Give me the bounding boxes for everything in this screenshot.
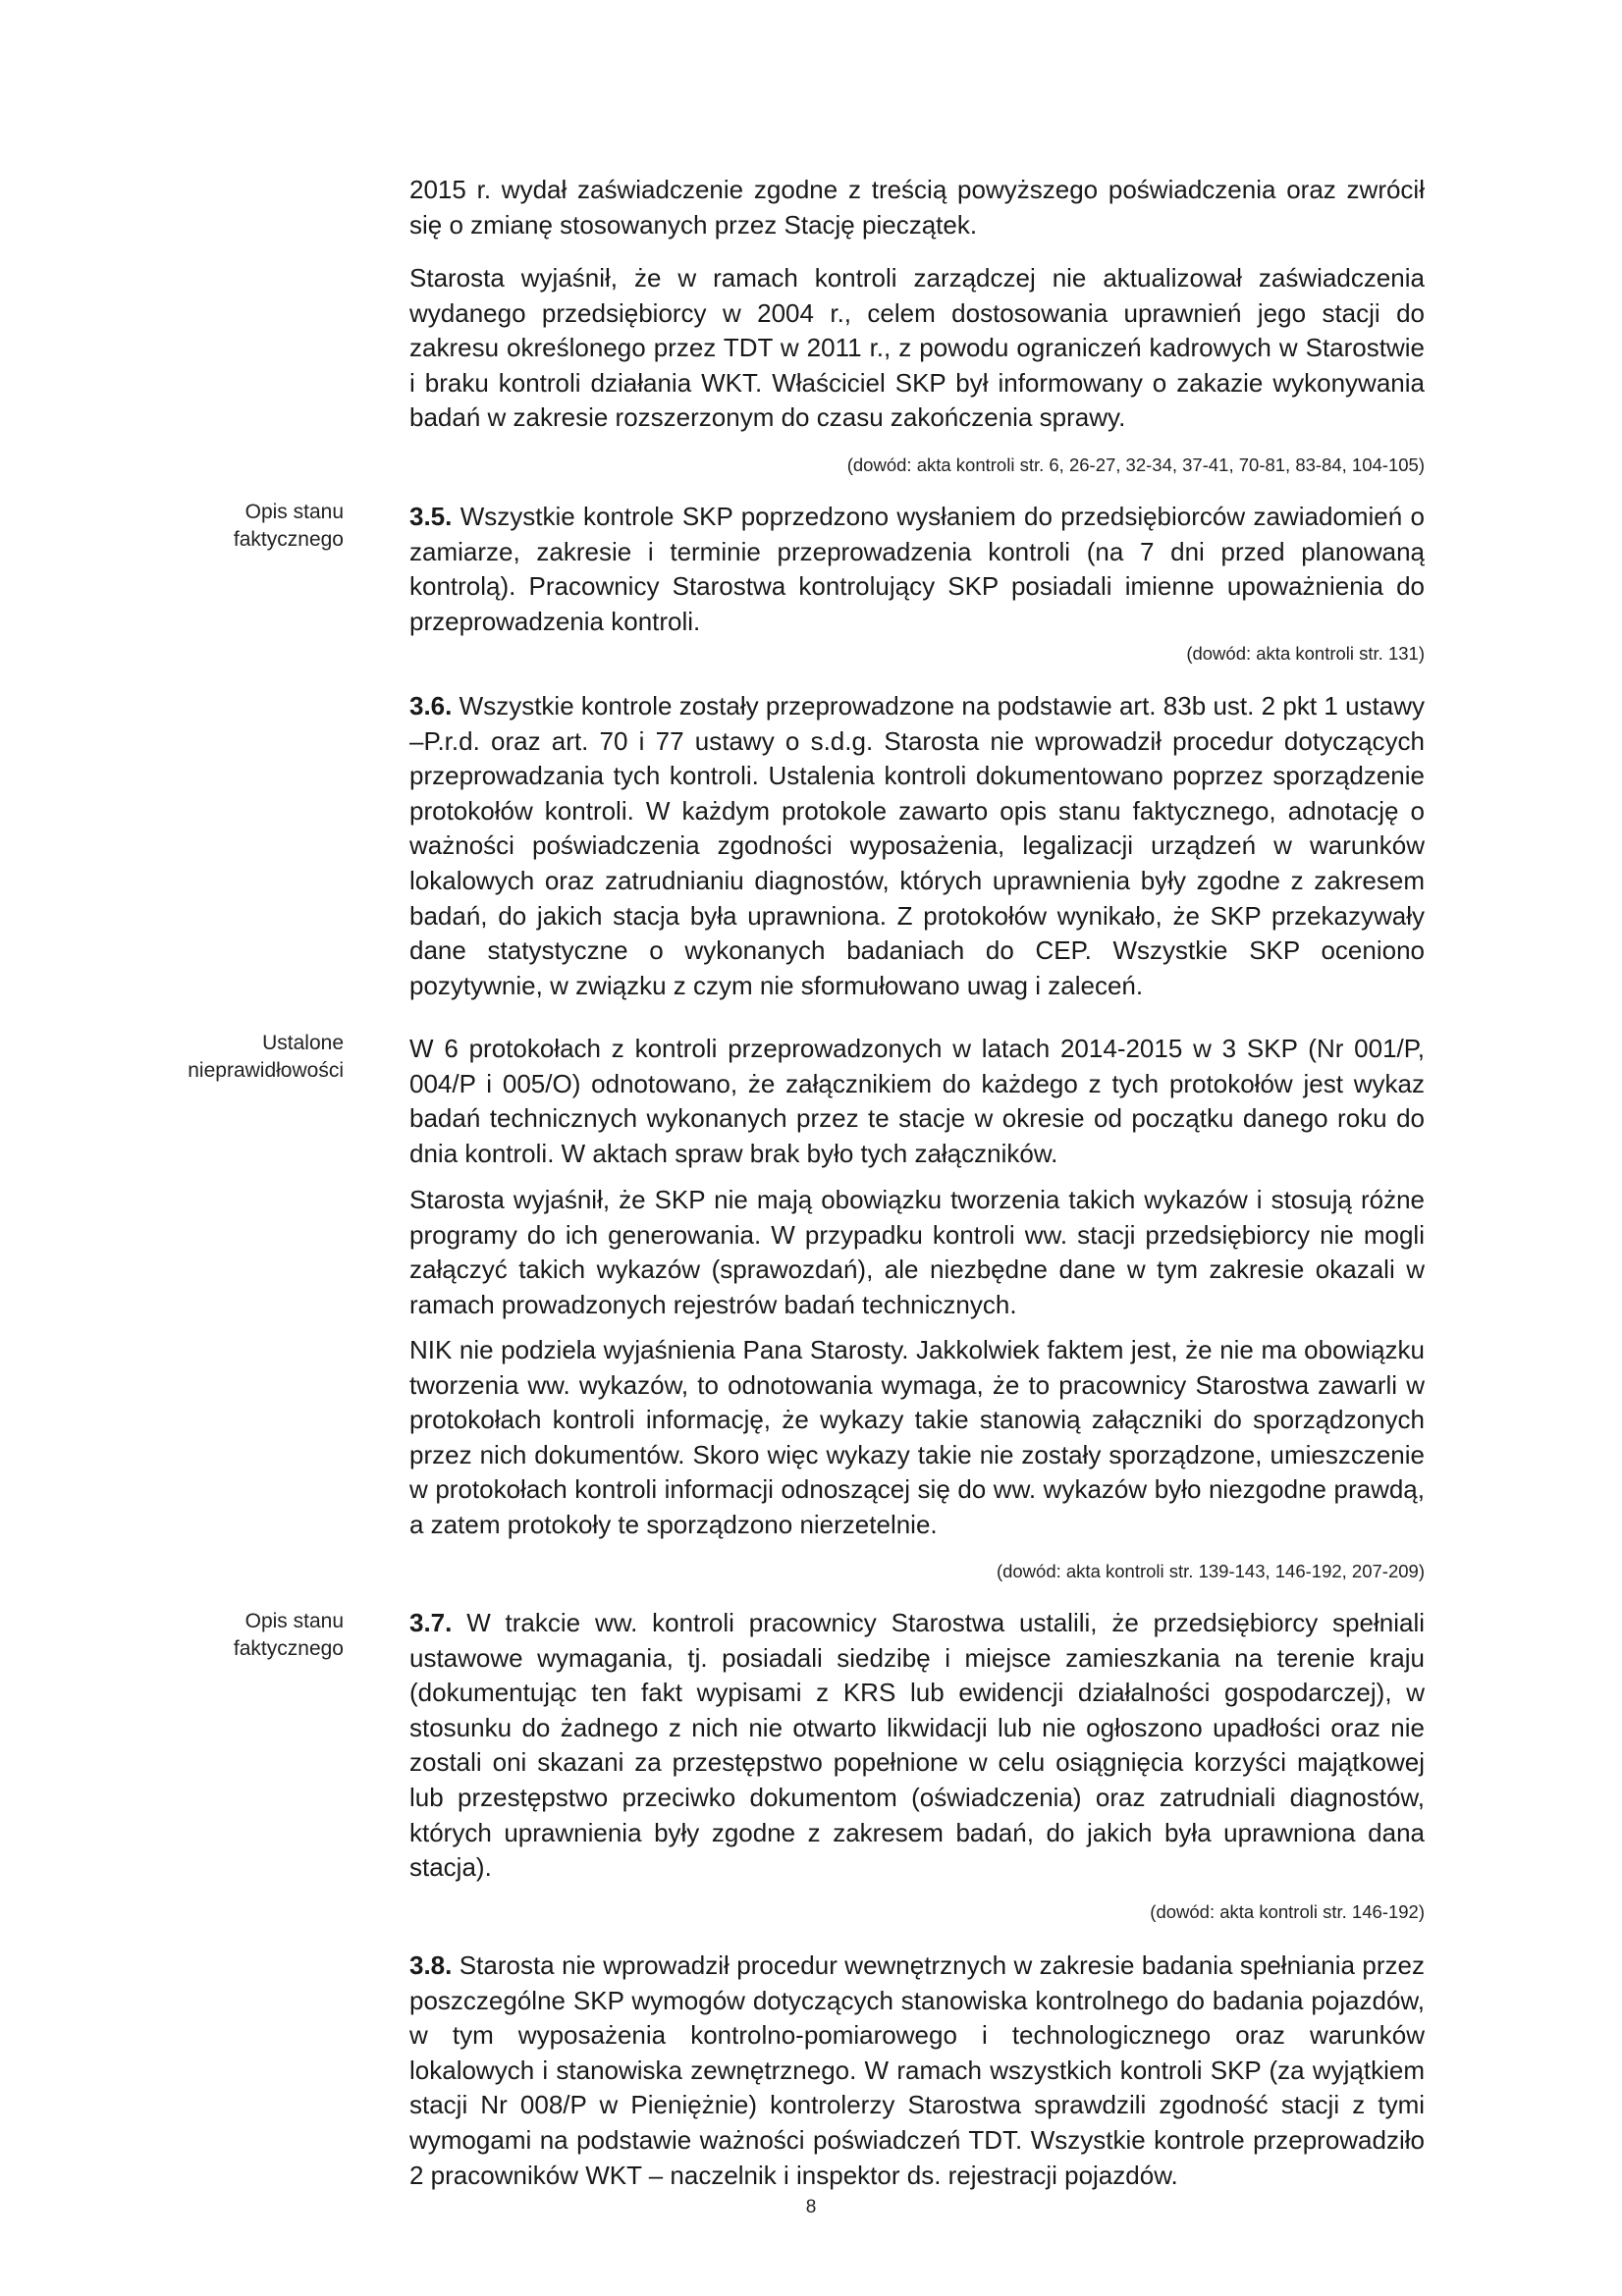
- section-text: W trakcie ww. kontroli pracownicy Starostwa ustalili, że przedsiębiorcy spełniali ustawowe wymagania, tj. posiadali siedzibę i miejsce zamieszkania na terenie kraju (dokumentując ten fakt wypisami z KRS lub ewidencji działalności gospodarczej), w stosunku do żadnego z nich nie otwarto likwidacji lub nie ogłoszono upadłości oraz nie zostali oni skazani za przestępstwo popełnione w celu osiągnięcia korzyści majątkowej lub przestępstwo przeciwko dokumentom (oświadczenia) oraz zatrudniali diagnostów, których uprawnienia były zgodne z zakresem badań, do jakich była uprawniona dana stacja).: [409, 1608, 1425, 1883]
- paragraph-findings: W 6 protokołach z kontroli przeprowadzonych w latach 2014-2015 w 3 SKP (Nr 001/P, 004/P i 005/O) odnotowano, że załącznikiem do każdego z tych protokołów jest wykaz badań technicznych wykonanych przez te stacje w okresie od początku danego roku do dnia kontroli. W aktach spraw brak było tych załączników.: [409, 1034, 1425, 1168]
- margin-note-ustalone-nieprawidlowosci: Ustalone nieprawidłowości: [188, 1032, 344, 1082]
- section-text: Wszystkie kontrole SKP poprzedzono wysłaniem do przedsiębiorców zawiadomień o zamiarze, zakresie i terminie przeprowadzenia kontroli (na 7 dni przed planowaną kontrolą). Pracownicy Starostwa kontrolujący SKP posiadali imienne upoważnienia do przeprowadzenia kontroli.: [409, 502, 1425, 636]
- paragraph-starosta-explanation-2: Starosta wyjaśnił, że SKP nie mają obowiązku tworzenia takich wykazów i stosują różne programy do ich generowania. W przypadku kontroli ww. stacji przedsiębiorcy nie mogli załączyć takich wykazów (sprawozdań), ale niezbędne dane w tym zakresie okazali w ramach prowadzonych rejestrów badań technicznych.: [409, 1185, 1425, 1319]
- evidence-note: (dowód: akta kontroli str. 146-192): [1150, 1901, 1425, 1922]
- margin-note-opis-stanu-2: Opis stanu faktycznego: [233, 1610, 344, 1660]
- section-3-5: [409, 500, 1425, 639]
- section-3-8: [409, 1949, 1425, 2193]
- paragraph-starosta-explanation: Starosta wyjaśnił, że w ramach kontroli zarządczej nie aktualizował zaświadczenia wydanego przedsiębiorcy w 2004 r., celem dostosowania uprawnień jego stacji do zakresu określonego przez TDT w 2011 r., z powodu ograniczeń kadrowych w Starostwie i braku kontroli działania WKT. Właściciel SKP był informowany o zakazie wykonywania badań w zakresie rozszerzonym do czasu zakończenia sprawy.: [409, 263, 1425, 433]
- section-number: 3.8.: [409, 1950, 453, 1980]
- section-3-6: [409, 689, 1425, 1003]
- paragraph-intro: 2015 r. wydał zaświadczenie zgodne z treścią powyższego poświadczenia oraz zwrócił się o zmianę stosowanych przez Stację pieczątek.: [409, 175, 1425, 240]
- section-number: 3.5.: [409, 502, 453, 531]
- evidence-note: (dowód: akta kontroli str. 139-143, 146-192, 207-209): [996, 1561, 1425, 1581]
- page-number: 8: [805, 2197, 817, 2217]
- section-number: 3.6.: [409, 691, 453, 721]
- margin-note-opis-stanu: Opis stanu faktycznego: [233, 501, 344, 551]
- paragraph-nik-assessment: NIK nie podziela wyjaśnienia Pana Starosty. Jakkolwiek faktem jest, że nie ma obowiązku tworzenia ww. wykazów, to odnotowania wymaga, że to pracownicy Starostwa zawarli w protokołach kontroli informację, że wykazy takie stanowią załączniki do sporządzonych przez nich dokumentów. Skoro więc wykazy takie nie zostały sporządzone, umieszczenie w protokołach kontroli informacji odnoszącej się do ww. wykazów było niezgodne prawdą, a zatem protokoły te sporządzono nierzetelnie.: [409, 1335, 1425, 1539]
- section-number: 3.7.: [409, 1608, 453, 1637]
- section-text: Starosta nie wprowadził procedur wewnętrznych w zakresie badania spełniania przez poszczególne SKP wymogów dotyczących stanowiska kontrolnego do badania pojazdów, w tym wyposażenia kontrolno-pomiarowego i technologicznego oraz warunków lokalowych i stanowiska zewnętrznego. W ramach wszystkich kontroli SKP (za wyjątkiem stacji Nr 008/P w Pieniężnie) kontrolerzy Starostwa sprawdzili zgodność stacji z tymi wymogami na podstawie ważności poświadczeń TDT. Wszystkie kontrole przeprowadziło 2 pracowników WKT – naczelnik i inspektor ds. rejestracji pojazdów.: [409, 1950, 1425, 2190]
- evidence-note: (dowód: akta kontroli str. 6, 26-27, 32-34, 37-41, 70-81, 83-84, 104-105): [846, 454, 1425, 475]
- section-text: Wszystkie kontrole zostały przeprowadzone na podstawie art. 83b ust. 2 pkt 1 ustawy –P.r.d. oraz art. 70 i 77 ustawy o s.d.g. Starosta nie wprowadził procedur dotyczących przeprowadzania tych kontroli. Ustalenia kontroli dokumentowano poprzez sporządzenie protokołów kontroli. W każdym protokole zawarto opis stanu faktycznego, adnotację o ważności poświadczenia zgodności wyposażenia, legalizacji urządzeń w warunków lokalowych oraz zatrudnianiu diagnostów, których uprawnienia były zgodne z zakresem badań, do jakich stacja była uprawniona. Z protokołów wynikało, że SKP przekazywały dane statystyczne o wykonanych badaniach do CEP. Wszystkie SKP oceniono pozytywnie, w związku z czym nie sformułowano uwag i zaleceń.: [409, 691, 1425, 1000]
- evidence-note: (dowód: akta kontroli str. 131): [1186, 643, 1425, 664]
- section-3-7: [409, 1606, 1425, 1886]
